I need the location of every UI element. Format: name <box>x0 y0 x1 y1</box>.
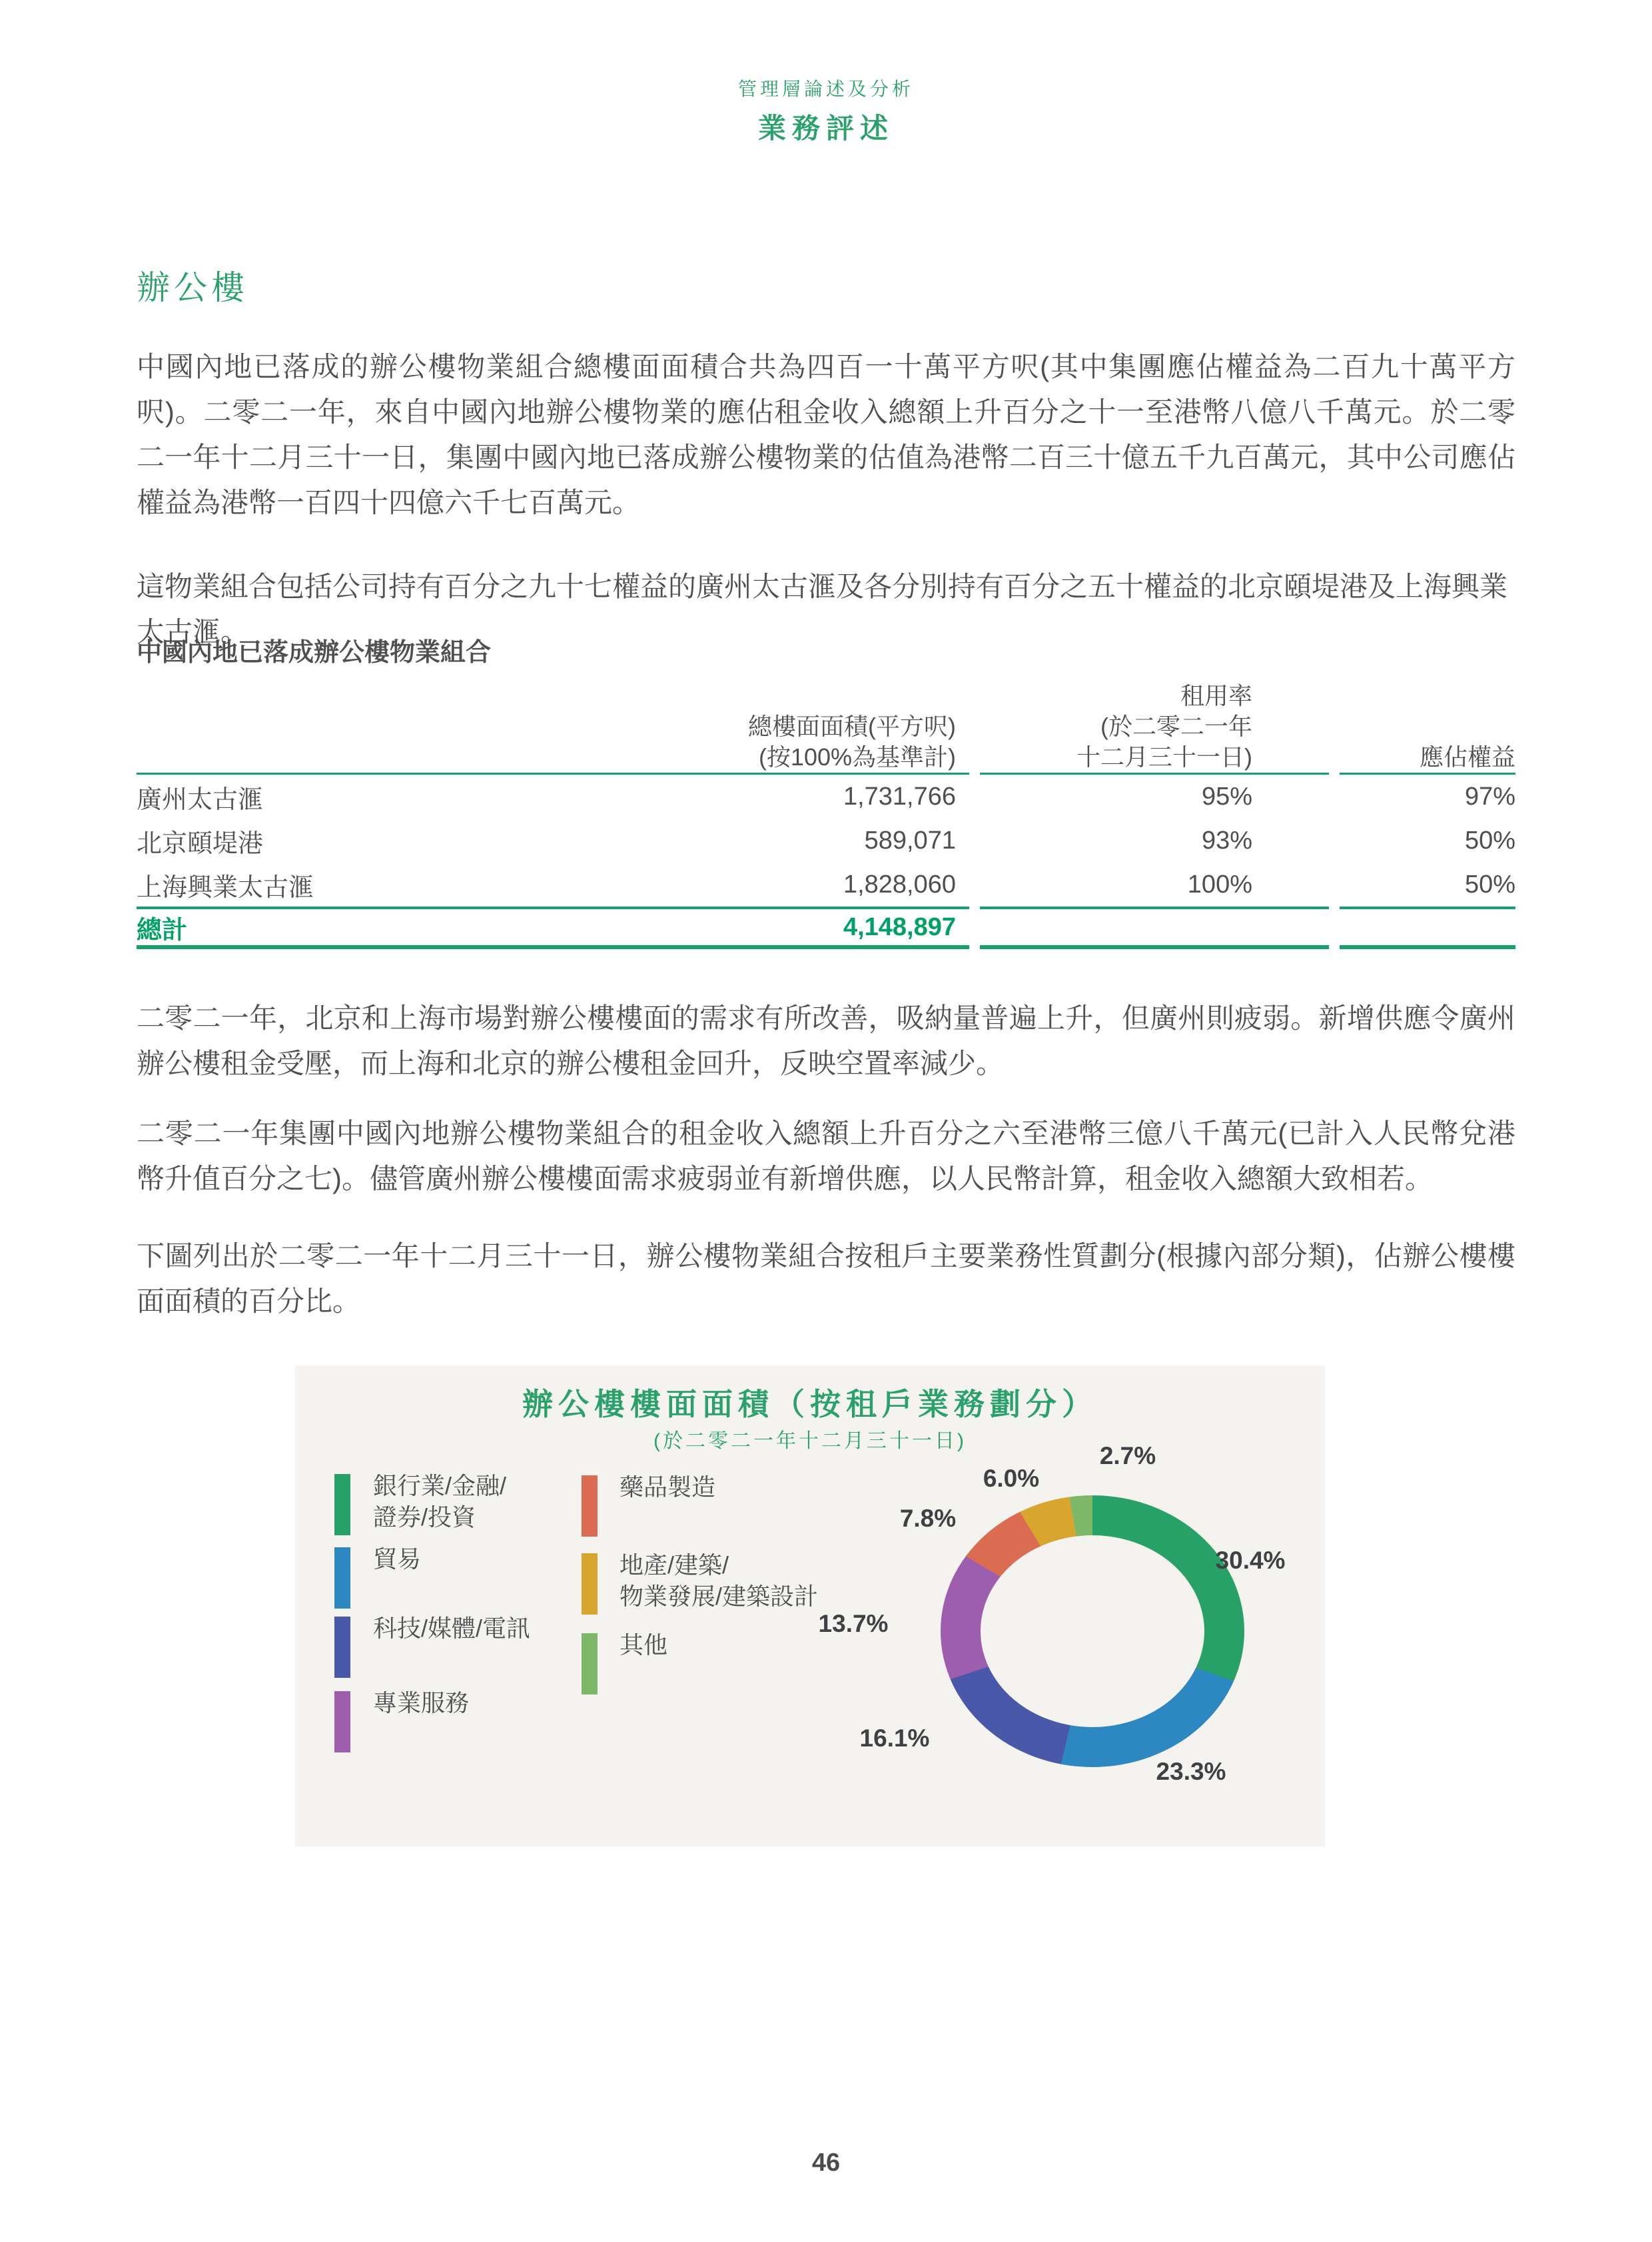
chart-subtitle: (於二零二一年十二月三十一日) <box>653 1430 967 1452</box>
office-area-chart-panel <box>295 1365 1325 1846</box>
table-row: 北京頤堤港 589,071 93% 50% <box>137 826 1515 858</box>
paragraph-ownership: 這物業組合包括公司持有百分之九十七權益的廣州太古滙及各分別持有百分之五十權益的北京頤堤港及上海興業太古滙。 <box>137 571 1508 647</box>
legend-label-2: 貿易 <box>373 1545 422 1573</box>
legend-swatch-5 <box>582 1475 598 1537</box>
legend-swatch-7 <box>582 1633 598 1694</box>
legend-swatch-1 <box>334 1474 350 1535</box>
table-caption: 中國內地已落成辦公樓物業組合 <box>137 639 492 667</box>
paragraph-market-demand: 二零二一年，北京和上海市場對辦公樓樓面的需求有所改善，吸納量普遍上升，但廣州則疲弱。新增供應令廣州辦公樓租金受壓，而上海和北京的辦公樓租金回升，反映空置率減少。 <box>137 1002 1515 1079</box>
table-body <box>137 775 1515 907</box>
legend-swatch-2 <box>334 1547 350 1609</box>
donut-slice-label-7: 2.7% <box>1099 1442 1156 1469</box>
donut-slice-label-5: 7.8% <box>899 1505 957 1532</box>
donut-hole <box>981 1535 1204 1727</box>
legend-label-6: 地產/建築/ 物業發展/建築設計 <box>620 1551 819 1610</box>
legend-label-5: 藥品製造 <box>620 1473 716 1501</box>
donut-slice-label-4: 13.7% <box>818 1610 889 1637</box>
table-row: 廣州太古滙 1,731,766 95% 97% <box>137 782 1515 814</box>
running-header-section: 管理層論述及分析 <box>737 79 914 99</box>
legend-label-4: 專業服務 <box>373 1689 470 1716</box>
table-header-gfa: 總樓面面積(平方呎) (按100%為基準計) <box>748 713 956 771</box>
legend-label-1: 銀行業/金融/ 證券/投資 <box>373 1472 507 1531</box>
legend-swatch-4 <box>334 1691 350 1752</box>
table-header-row <box>137 674 1515 773</box>
donut-slice-label-1: 30.4% <box>1215 1547 1286 1574</box>
table-row: 上海興業太古滙 1,828,060 100% 50% <box>137 870 1515 902</box>
completed-office-table <box>137 674 1515 949</box>
donut-slice-label-3: 16.1% <box>859 1724 930 1752</box>
paragraph-rental-income: 二零二一年集團中國內地辦公樓物業組合的租金收入總額上升百分之六至港幣三億八千萬元(已計入人民幣兌港幣升值百分之七)。儘管廣州辦公樓樓面需求疲弱並有新增供應，以人民幣計算，租金收入總額大致相若。 <box>137 1118 1515 1194</box>
legend-swatch-3 <box>334 1617 350 1678</box>
legend-label-3: 科技/媒體/電訊 <box>373 1615 531 1642</box>
table-header-interest: 應佔權益 <box>1419 743 1515 771</box>
chart-title: 辦公樓樓面面積（按租戶業務劃分） <box>522 1387 1098 1421</box>
table-header-occupancy: 租用率 (於二零二一年 十二月三十一日) <box>1076 682 1252 771</box>
page-number: 46 <box>811 2149 841 2177</box>
running-header-title: 業務評述 <box>757 113 894 144</box>
legend-swatch-6 <box>582 1553 598 1615</box>
donut-slice-label-2: 23.3% <box>1156 1758 1226 1785</box>
section-title: 辦公樓 <box>137 269 248 306</box>
donut-slice-label-6: 6.0% <box>983 1465 1040 1492</box>
paragraph-portfolio-overview: 中國內地已落成的辦公樓物業組合總樓面面積合共為四百一十萬平方呎(其中集團應佔權益為二百九十萬平方呎)。二零二一年，來自中國內地辦公樓物業的應佔租金收入總額上升百分之十一至港幣八億八千萬元。於二零二一年十二月三十一日，集團中國內地已落成辦公樓物業的估值為港幣二百三十億五千九百萬元，其中公司應佔權益為港幣一百四十四億六千七百萬元。 <box>137 351 1515 518</box>
paragraph-chart-intro: 下圖列出於二零二一年十二月三十一日，辦公樓物業組合按租戶主要業務性質劃分(根據內部分類)，佔辦公樓樓面面積的百分比。 <box>137 1240 1515 1317</box>
legend-label-7: 其他 <box>620 1631 668 1659</box>
table-rule-bottom <box>137 945 1515 949</box>
table-total-row: 總計 4,148,897 <box>137 913 956 944</box>
